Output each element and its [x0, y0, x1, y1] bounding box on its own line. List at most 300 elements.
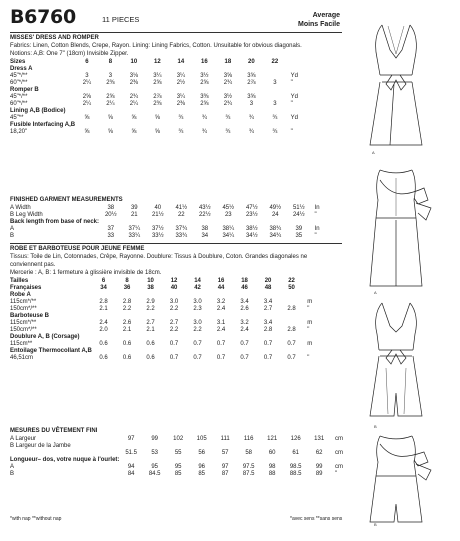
- row-label: A: [10, 464, 15, 470]
- table-row: [10, 355, 329, 362]
- value-cell: 95: [151, 464, 159, 470]
- value-cell: 38½: [245, 226, 258, 232]
- value-cell: 96: [198, 464, 206, 470]
- row-label: 115cm*/**: [10, 299, 37, 305]
- table-row: [10, 122, 313, 129]
- value-cell: [139, 313, 163, 320]
- table-row: [10, 306, 329, 313]
- size-header-row: [10, 59, 313, 66]
- value-cell: 0.7: [240, 355, 249, 361]
- row-label: A Width: [10, 205, 31, 211]
- french-section-title: ROBE ET BARBOTEUSE POUR JEUNE FEMME: [10, 246, 145, 252]
- value-cell: 3.1: [216, 320, 226, 326]
- value-cell: 22½: [198, 212, 211, 218]
- value-cell: ¾: [178, 115, 184, 121]
- unit-cell: [303, 278, 329, 285]
- value-cell: [264, 219, 288, 226]
- value-cell: [263, 73, 287, 80]
- value-cell: 97: [221, 464, 229, 470]
- value-cell: 2⅝: [106, 94, 115, 100]
- row-label: 115cm**: [10, 341, 33, 347]
- value-cell: [260, 443, 284, 450]
- value-cell: 3: [85, 73, 89, 79]
- value-cell: [139, 348, 163, 355]
- row-label: 115cm*/**: [10, 320, 37, 326]
- value-cell: [240, 219, 264, 226]
- size-cell: 20: [248, 59, 255, 65]
- value-cell: [240, 122, 264, 129]
- value-cell: [186, 348, 210, 355]
- row-label: B Leg Width: [10, 212, 43, 218]
- size-cell: 42: [194, 285, 201, 291]
- row-label: 45"*/**: [10, 94, 28, 100]
- value-cell: 2.4: [216, 327, 226, 333]
- row-label: B Largeur de la Jambe: [10, 443, 71, 449]
- value-cell: 3.0: [193, 299, 202, 305]
- value-cell: 37½: [151, 226, 164, 232]
- value-cell: 99: [151, 436, 159, 442]
- value-cell: 37¼: [128, 226, 141, 232]
- illustration-label-b1: B: [374, 424, 377, 429]
- value-cell: [99, 87, 123, 94]
- value-cell: ¾: [248, 115, 254, 121]
- value-cell: [233, 292, 257, 299]
- value-cell: [307, 457, 331, 464]
- size-cell: 10: [147, 278, 154, 284]
- value-cell: [280, 334, 304, 341]
- notions-line: Notions: A,B: One 7" (18cm) Invisible Zipper.: [10, 51, 129, 57]
- unit-cell: m: [307, 299, 313, 305]
- size-cell: 16: [217, 278, 225, 284]
- value-cell: 0.7: [169, 341, 179, 347]
- unit-cell: [303, 348, 329, 355]
- value-cell: 0.6: [146, 341, 155, 347]
- value-cell: 2⅞: [247, 80, 256, 86]
- value-cell: 2.1: [99, 306, 108, 312]
- value-cell: [263, 108, 287, 115]
- value-cell: 37¾: [175, 226, 188, 232]
- size-cell: 14: [194, 278, 201, 284]
- table-row: [10, 87, 313, 94]
- table-row: [10, 129, 313, 136]
- size-cell: 16: [201, 59, 208, 65]
- value-cell: 2.1: [146, 327, 155, 333]
- value-cell: 34¾: [269, 233, 282, 239]
- table-row: [10, 457, 357, 464]
- value-cell: 95: [174, 464, 182, 470]
- value-cell: 3.4: [263, 299, 273, 305]
- value-cell: [209, 348, 233, 355]
- value-cell: ⅝: [107, 129, 113, 135]
- value-cell: 53: [151, 450, 159, 456]
- unit-cell: m: [307, 320, 313, 326]
- unit-cell: In: [314, 226, 320, 232]
- value-cell: 2¼: [82, 80, 92, 86]
- row-label: Robe A: [10, 292, 31, 298]
- english-measurements-title: FINISHED GARMENT MEASUREMENTS: [10, 197, 123, 203]
- value-cell: 41½: [175, 205, 188, 211]
- row-label: B: [10, 471, 15, 477]
- value-cell: 0.7: [263, 341, 273, 347]
- illustration-label-b2: B: [374, 522, 377, 527]
- size-cell: 12: [154, 59, 161, 65]
- value-cell: 3: [273, 101, 277, 107]
- row-label: 60"*/**: [10, 101, 28, 107]
- value-cell: [233, 313, 257, 320]
- value-cell: 2⅝: [153, 80, 162, 86]
- value-cell: [146, 87, 170, 94]
- value-cell: [263, 122, 287, 129]
- row-label: 46,51cm: [10, 355, 34, 361]
- table-row: [10, 450, 357, 457]
- value-cell: 0.7: [240, 341, 249, 347]
- table-row: [10, 212, 337, 219]
- value-cell: ⅝: [84, 129, 90, 135]
- illustration-romper-b-front: [346, 430, 446, 530]
- value-cell: 33¼: [128, 233, 141, 239]
- table-row: [10, 292, 329, 299]
- english-section-title: MISSES' DRESS AND ROMPER: [10, 35, 99, 41]
- size-cell: 34: [100, 285, 107, 291]
- value-cell: [263, 94, 287, 101]
- value-cell: 2.7: [146, 320, 155, 326]
- value-cell: 45½: [222, 205, 235, 211]
- row-label: Lining A,B (Bodice): [10, 108, 66, 114]
- unit-cell: cm: [334, 450, 343, 456]
- value-cell: 39: [130, 205, 138, 211]
- value-cell: [193, 108, 217, 115]
- value-cell: 2.2: [169, 306, 179, 312]
- unit-cell: ": [290, 101, 293, 107]
- size-cell: 38: [147, 285, 154, 291]
- french-yardage-table: [10, 278, 329, 362]
- value-cell: 21: [130, 212, 138, 218]
- size-cell: 36: [123, 285, 131, 291]
- size-cell: 10: [130, 59, 138, 65]
- value-cell: 33: [107, 233, 115, 239]
- value-cell: 23½: [245, 212, 258, 218]
- unit-cell: [311, 219, 337, 226]
- table-row: [10, 299, 329, 306]
- value-cell: [256, 313, 280, 320]
- value-cell: 126: [290, 436, 301, 442]
- footnote-fr: *avec sens **sans sens: [290, 516, 343, 522]
- value-cell: [143, 457, 167, 464]
- value-cell: [92, 313, 116, 320]
- value-cell: 51½: [292, 205, 305, 211]
- value-cell: [193, 122, 217, 129]
- value-cell: 99: [315, 464, 323, 470]
- table-row: [10, 115, 313, 122]
- value-cell: 98.5: [289, 464, 302, 470]
- value-cell: [169, 122, 193, 129]
- french-measurements-title: MESURES DU VÊTEMENT FINI: [10, 428, 98, 434]
- value-cell: 2⅝: [200, 80, 209, 86]
- value-cell: 3½: [223, 94, 233, 100]
- value-cell: [75, 87, 99, 94]
- illustration-dress-a-front: [346, 20, 446, 150]
- table-row: [10, 233, 337, 240]
- value-cell: 57: [221, 450, 229, 456]
- unit-cell: [303, 334, 329, 341]
- value-cell: [162, 292, 186, 299]
- value-cell: 3.4: [263, 320, 273, 326]
- value-cell: [240, 66, 264, 73]
- value-cell: 2.2: [169, 327, 179, 333]
- table-row: [10, 73, 313, 80]
- value-cell: 2.8: [287, 327, 296, 333]
- fabrics-fr-line1: Tissus: Toile de Lin, Cotonnades, Crêpe, Rayonne. Doublure: Tissus à Doublure, Coton. Grandes diagonales ne: [10, 254, 308, 260]
- value-cell: ⅝: [131, 129, 137, 135]
- value-cell: [193, 219, 217, 226]
- table-row: [10, 341, 329, 348]
- value-cell: [256, 292, 280, 299]
- value-cell: [256, 348, 280, 355]
- value-cell: 2⅜: [129, 80, 139, 86]
- pattern-number: B6760: [10, 6, 76, 28]
- unit-cell: [303, 292, 329, 299]
- value-cell: 2.7: [263, 306, 273, 312]
- value-cell: 0.7: [216, 341, 226, 347]
- value-cell: 39: [295, 226, 303, 232]
- unit-cell: [303, 285, 329, 292]
- value-cell: 116: [243, 436, 254, 442]
- value-cell: 3⅜: [200, 94, 209, 100]
- value-cell: [122, 108, 146, 115]
- value-cell: [146, 108, 170, 115]
- size-cell: 8: [125, 278, 129, 284]
- row-label: [10, 450, 119, 457]
- row-label: 45"**: [10, 115, 24, 121]
- size-cell: 18: [241, 278, 248, 284]
- size-cell: 48: [264, 285, 272, 291]
- value-cell: 24: [271, 212, 279, 218]
- value-cell: 85: [198, 471, 206, 477]
- value-cell: [75, 122, 99, 129]
- value-cell: 0.7: [193, 341, 202, 347]
- divider: [10, 243, 342, 244]
- value-cell: 3.4: [240, 299, 249, 305]
- value-cell: [119, 457, 143, 464]
- value-cell: 37: [107, 226, 115, 232]
- value-cell: [99, 122, 123, 129]
- size-cell: 44: [217, 285, 225, 291]
- row-label: 60"*/**: [10, 80, 28, 86]
- value-cell: ¾: [272, 115, 278, 121]
- value-cell: 0.7: [169, 355, 179, 361]
- value-cell: 3⅛: [129, 73, 139, 79]
- value-cell: 2.0: [99, 327, 108, 333]
- value-cell: [263, 66, 287, 73]
- value-cell: 0.6: [146, 355, 155, 361]
- unit-cell: [287, 87, 313, 94]
- value-cell: ⅝: [84, 115, 90, 121]
- row-label: Fusible Interfacing A,B: [10, 122, 76, 128]
- value-cell: 2.4: [216, 306, 226, 312]
- value-cell: 2⅞: [153, 94, 162, 100]
- value-cell: 62: [315, 450, 323, 456]
- value-cell: 131: [314, 436, 325, 442]
- size-cell: 6: [85, 59, 89, 65]
- table-row: [10, 320, 329, 327]
- pieces-count: 11 PIECES: [102, 15, 140, 24]
- value-cell: 2⅝: [82, 94, 92, 100]
- value-cell: 23: [224, 212, 232, 218]
- value-cell: [123, 219, 147, 226]
- value-cell: [233, 348, 257, 355]
- value-cell: [170, 219, 194, 226]
- value-cell: 3¼: [176, 73, 186, 79]
- value-cell: 0.7: [193, 355, 202, 361]
- value-cell: 98: [268, 464, 276, 470]
- table-row: [10, 327, 329, 334]
- size-header-row: [10, 278, 329, 285]
- value-cell: ⅝: [131, 115, 137, 121]
- unit-cell: Yd: [290, 115, 298, 121]
- value-cell: 84.5: [148, 471, 161, 477]
- size-cell: 12: [170, 278, 178, 284]
- value-cell: [284, 443, 308, 450]
- value-cell: 3⅝: [247, 73, 256, 79]
- value-cell: [280, 292, 304, 299]
- unit-cell: In: [314, 205, 320, 211]
- value-cell: [190, 443, 214, 450]
- table-row: [10, 101, 313, 108]
- value-cell: 97: [127, 436, 135, 442]
- value-cell: [115, 334, 139, 341]
- table-row: [10, 348, 329, 355]
- size-cell: 22: [288, 278, 295, 284]
- value-cell: 2⅜: [106, 80, 115, 86]
- value-cell: 3.2: [216, 299, 226, 305]
- value-cell: 61: [292, 450, 300, 456]
- value-cell: 20½: [104, 212, 117, 218]
- value-cell: 97.5: [242, 464, 255, 470]
- value-cell: [213, 457, 237, 464]
- value-cell: 2.7: [169, 320, 179, 326]
- value-cell: 35: [295, 233, 303, 239]
- value-cell: 88: [268, 471, 276, 477]
- value-cell: [237, 443, 261, 450]
- english-yardage-table: [10, 59, 313, 136]
- value-cell: [122, 66, 146, 73]
- value-cell: 3.0: [169, 299, 179, 305]
- value-cell: 121: [267, 436, 278, 442]
- value-cell: [92, 348, 116, 355]
- notions-fr-line: Mercerie : A, B: 1 fermeture à glissière invisible de 18cm.: [10, 270, 162, 276]
- size-header-row: [10, 285, 329, 292]
- value-cell: 0.7: [216, 355, 226, 361]
- unit-cell: Yd: [290, 94, 298, 100]
- table-row: [10, 464, 357, 471]
- value-cell: 2.4: [240, 327, 249, 333]
- value-cell: [240, 87, 264, 94]
- value-cell: [119, 443, 143, 450]
- row-label: 18,20": [10, 129, 28, 135]
- size-cell: 22: [271, 59, 279, 65]
- table-row: [10, 66, 313, 73]
- value-cell: 2⅝: [200, 101, 209, 107]
- value-cell: 38¾: [269, 226, 282, 232]
- value-cell: [280, 313, 304, 320]
- value-cell: [115, 348, 139, 355]
- value-cell: [209, 313, 233, 320]
- row-label: Dress A: [10, 66, 33, 72]
- value-cell: [233, 334, 257, 341]
- row-label: A: [10, 226, 15, 232]
- value-cell: [216, 66, 240, 73]
- unit-cell: ": [290, 80, 293, 86]
- english-measurements-table: [10, 205, 337, 240]
- unit-cell: ": [307, 327, 310, 333]
- table-row: [10, 471, 357, 478]
- value-cell: ¾: [201, 115, 207, 121]
- value-cell: [75, 108, 99, 115]
- row-label: 150cm*/**: [10, 306, 37, 312]
- value-cell: 2¼: [106, 101, 115, 107]
- value-cell: 3½: [200, 73, 209, 79]
- value-cell: 3⅝: [247, 94, 256, 100]
- value-cell: [193, 66, 217, 73]
- value-cell: [162, 334, 186, 341]
- unit-cell: ": [314, 233, 317, 239]
- value-cell: 0.6: [122, 341, 132, 347]
- size-header-label: Tailles: [10, 278, 29, 284]
- value-cell: [209, 292, 233, 299]
- value-cell: 89: [315, 471, 323, 477]
- size-header-label: Sizes: [10, 59, 26, 65]
- unit-cell: [287, 122, 313, 129]
- unit-cell: ": [334, 471, 338, 477]
- value-cell: 40: [154, 205, 162, 211]
- value-cell: 2.6: [240, 306, 249, 312]
- value-cell: [186, 334, 210, 341]
- value-cell: 0.6: [99, 341, 108, 347]
- value-cell: 2.6: [122, 320, 132, 326]
- value-cell: [263, 87, 287, 94]
- french-measurements-table: [10, 436, 357, 478]
- value-cell: [115, 292, 139, 299]
- value-cell: [99, 219, 123, 226]
- value-cell: [213, 443, 237, 450]
- value-cell: [240, 108, 264, 115]
- value-cell: [92, 292, 116, 299]
- level-en: Average: [312, 12, 340, 19]
- value-cell: 3.0: [193, 320, 202, 326]
- row-label: 45"*/**: [10, 73, 28, 79]
- table-row: [10, 94, 313, 101]
- value-cell: [216, 87, 240, 94]
- value-cell: [162, 348, 186, 355]
- unit-cell: [287, 59, 313, 66]
- value-cell: 2½: [176, 80, 186, 86]
- value-cell: 49½: [269, 205, 282, 211]
- difficulty-level: [290, 11, 340, 29]
- value-cell: [122, 87, 146, 94]
- unit-cell: [303, 313, 329, 320]
- size-header-label: Françaises: [10, 285, 42, 291]
- value-cell: 2.9: [146, 299, 155, 305]
- value-cell: 3: [249, 101, 254, 107]
- unit-cell: [287, 108, 313, 115]
- value-cell: [280, 320, 304, 327]
- size-cell: 8: [108, 59, 113, 65]
- value-cell: 0.7: [263, 355, 273, 361]
- value-cell: [209, 334, 233, 341]
- value-cell: 87.5: [242, 471, 255, 477]
- value-cell: 3¼: [153, 73, 162, 79]
- value-cell: 2.8: [122, 299, 132, 305]
